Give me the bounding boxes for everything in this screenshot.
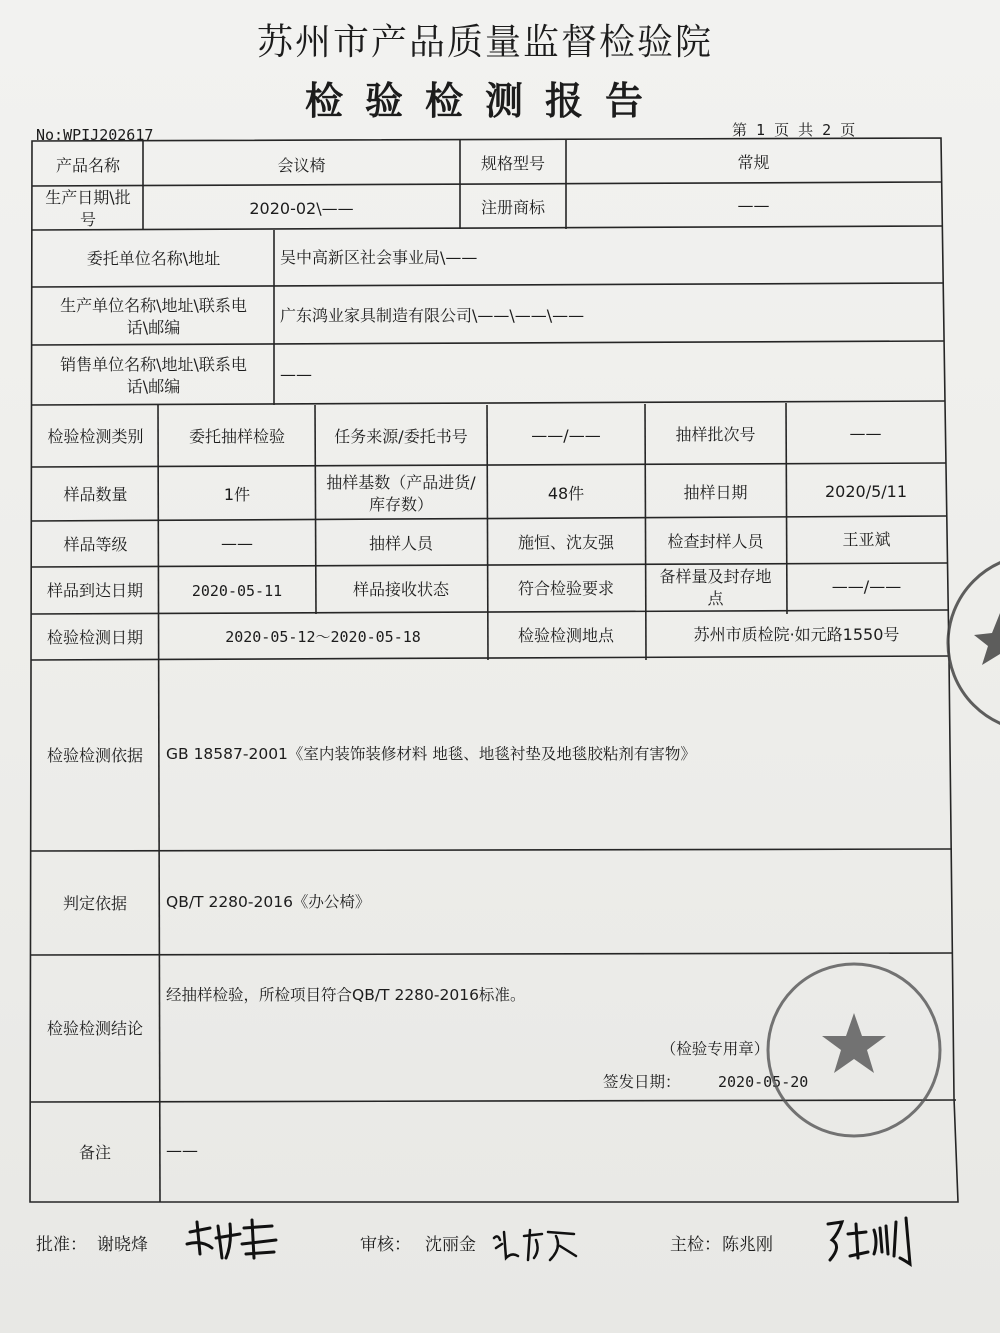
arrival-label: 样品到达日期 xyxy=(46,581,143,600)
sealer: 王亚斌 xyxy=(842,529,891,549)
judgement-label: 判定依据 xyxy=(62,893,127,913)
star-icon xyxy=(974,613,1000,665)
producer: 广东鸿业家具制造有限公司\——\——\—— xyxy=(280,305,585,325)
page-info: 第 1 页 共 2 页 xyxy=(732,121,856,139)
arrival: 2020-05-11 xyxy=(191,582,283,600)
sample-base: 48件 xyxy=(547,483,585,503)
test-date: 2020-05-12～2020-05-18 xyxy=(225,627,421,646)
basis: GB 18587-2001《室内装饰装修材料 地毯、地毯衬垫及地毯胶粘剂有害物》 xyxy=(166,745,696,763)
producer-label: 生产单位名称\地址\联系电话\邮编 xyxy=(60,295,247,337)
spare: ——/—— xyxy=(831,577,902,596)
task-source: ——/—— xyxy=(531,425,601,445)
conclusion: 经抽样检验，所检项目符合QB/T 2280-2016标准。 xyxy=(166,986,526,1004)
sample-date-label: 抽样日期 xyxy=(683,482,748,502)
review-label: 审核： xyxy=(360,1235,411,1255)
issue-date: 2020-05-20 xyxy=(718,1073,809,1091)
spec-label: 规格型号 xyxy=(480,154,545,173)
sampler: 施恒、沈友强 xyxy=(517,532,614,552)
batch-no: —— xyxy=(849,423,882,443)
sample-qty: 1件 xyxy=(223,484,251,504)
inspect-label: 主检： xyxy=(670,1235,721,1255)
review-name: 沈丽金 xyxy=(425,1235,476,1255)
report-title: 检验检测报告 xyxy=(304,78,665,123)
sample-date: 2020/5/11 xyxy=(824,481,908,501)
seller-label: 销售单位名称\地址\联系电话\邮编 xyxy=(60,354,247,396)
test-place: 苏州市质检院·如元路1550号 xyxy=(693,624,900,644)
stamp-note: （检验专用章） xyxy=(660,1040,770,1058)
spec: 常规 xyxy=(737,153,770,172)
approve-name: 谢晓烽 xyxy=(97,1235,148,1255)
judgement: QB/T 2280-2016《办公椅》 xyxy=(166,892,371,911)
product-name-label: 产品名称 xyxy=(55,156,120,175)
sample-qty-label: 样品数量 xyxy=(63,484,128,504)
report-number: No:WPIJ202617 xyxy=(36,126,154,144)
client: 吴中高新区社会事业局\—— xyxy=(280,248,478,267)
sample-base-label: 抽样基数（产品进货/库存数） xyxy=(326,472,476,514)
remark-label: 备注 xyxy=(78,1142,111,1162)
inspect-signature xyxy=(820,1212,930,1268)
batch-no-label: 抽样批次号 xyxy=(675,424,756,444)
remark: —— xyxy=(166,1140,198,1160)
grade-label: 样品等级 xyxy=(63,534,128,554)
prod-date: 2020-02\—— xyxy=(249,199,354,218)
trademark-label: 注册商标 xyxy=(480,198,545,217)
conclusion-label: 检验检测结论 xyxy=(46,1019,143,1038)
test-type: 委托抽样检验 xyxy=(188,426,285,446)
receive-status: 符合检验要求 xyxy=(517,579,614,598)
test-type-label: 检验检测类别 xyxy=(47,426,144,446)
test-place-label: 检验检测地点 xyxy=(517,625,614,645)
star-icon xyxy=(822,1013,886,1073)
issue-date-label: 签发日期： xyxy=(603,1073,681,1091)
trademark: —— xyxy=(737,196,770,215)
review-signature xyxy=(490,1222,580,1266)
basis-label: 检验检测依据 xyxy=(46,746,143,765)
client-label: 委托单位名称\地址 xyxy=(86,249,221,268)
official-seal xyxy=(762,958,946,1142)
grade: —— xyxy=(221,533,253,553)
sampler-label: 抽样人员 xyxy=(368,533,433,553)
edge-seal xyxy=(944,548,1000,738)
approve-label: 批准： xyxy=(36,1235,87,1255)
test-date-label: 检验检测日期 xyxy=(46,627,143,647)
institute-title: 苏州市产品质量监督检验院 xyxy=(256,22,713,63)
sealer-label: 检查封样人员 xyxy=(667,531,764,551)
receive-status-label: 样品接收状态 xyxy=(352,580,449,599)
inspect-name: 陈兆刚 xyxy=(722,1235,773,1255)
prod-date-label: 生产日期\批号 xyxy=(45,188,131,229)
spare-label: 备样量及封存地点 xyxy=(659,567,772,608)
task-source-label: 任务来源/委托书号 xyxy=(334,426,468,446)
seller: —— xyxy=(280,364,312,384)
product-name: 会议椅 xyxy=(277,156,326,175)
approve-signature xyxy=(182,1214,282,1264)
